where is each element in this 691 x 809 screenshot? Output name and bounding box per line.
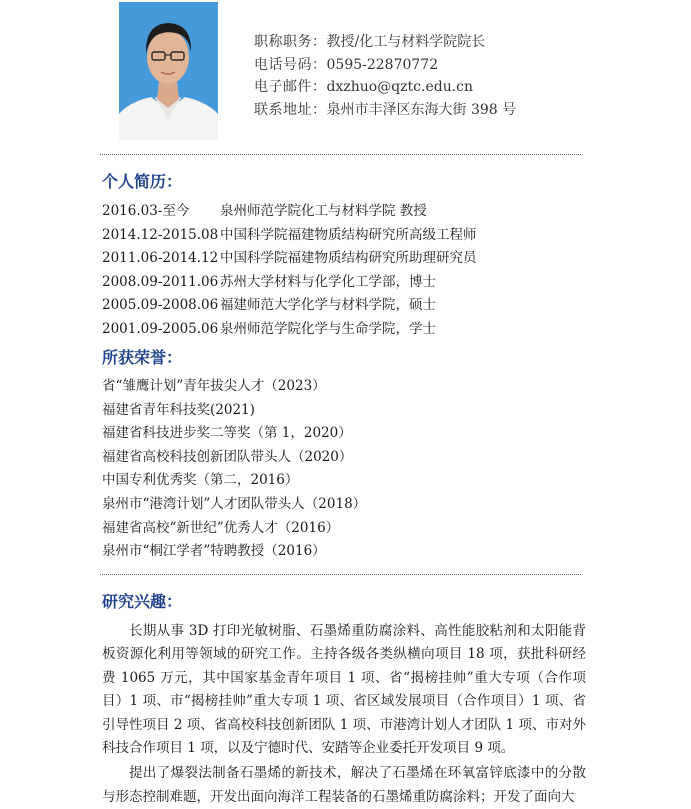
resume-item [102, 271, 477, 295]
resume-desc: 中国科学院福建物质结构研究所助理研究员 [220, 250, 477, 267]
resume-list [102, 200, 477, 342]
contact-email-row [254, 76, 516, 99]
title-label: 职称职务： [254, 34, 327, 50]
resume-date: 2005.09-2008.06 [102, 297, 219, 314]
honor-item: 福建省高校“新世纪”优秀人才（2016） [102, 519, 340, 536]
resume-item [102, 294, 477, 318]
portrait-illustration [119, 2, 218, 140]
resume-desc: 中国科学院福建物质结构研究所高级工程师 [220, 226, 477, 243]
honors-heading: 所获荣誉： [102, 348, 183, 367]
profile-photo [119, 2, 218, 140]
resume-date: 2014.12-2015.08 [102, 226, 219, 243]
title-value: 教授/化工与材料学院院长 [326, 34, 486, 50]
resume-date: 2016.03-至今 [102, 203, 190, 219]
resume-item [102, 200, 477, 224]
honors-list [102, 375, 366, 564]
research-paragraph: 提出了爆裂法制备石墨烯的新技术，解决了石墨烯在环氧富锌底漆中的分散与形态控制难题，开发出面向海洋工程装备的石墨烯重防腐涂料；开发了面向大 [102, 765, 586, 805]
resume-desc: 泉州师范学院化工与材料学院 教授 [220, 203, 427, 219]
resume-date: 2001.09-2005.06 [102, 320, 219, 337]
honor-item: 福建省科技进步奖二等奖（第 1，2020） [102, 425, 352, 442]
email-label: 电子邮件： [254, 79, 327, 95]
research-body [102, 620, 586, 809]
section-divider [100, 154, 581, 155]
honor-item: 泉州市“桐江学者”特聘教授（2016） [102, 543, 326, 560]
resume-desc: 福建师范大学化学与材料学院，硕士 [220, 297, 436, 314]
phone-label: 电话号码： [254, 56, 327, 73]
address-value: 泉州市丰泽区东海大街 398 号 [326, 101, 517, 118]
honor-item: 泉州市“港湾计划”人才团队带头人（2018） [102, 495, 367, 512]
section-divider [100, 574, 581, 575]
resume-date: 2008.09-2011.06 [102, 273, 219, 290]
resume-item [102, 224, 477, 248]
resume-desc: 泉州师范学院化学与生命学院，学士 [220, 320, 436, 337]
phone-value: 0595-22870772 [326, 56, 439, 73]
honor-item: 省“雏鹰计划”青年拔尖人才（2023） [102, 378, 326, 394]
email-value[interactable]: dxzhuo@qztc.edu.cn [326, 79, 474, 95]
research-heading: 研究兴趣： [102, 592, 183, 611]
honor-item: 福建省高校科技创新团队带头人（2020） [102, 448, 353, 465]
contact-title-row [254, 31, 516, 54]
resume-desc: 苏州大学材料与化学化工学部，博士 [220, 273, 436, 290]
contact-info [254, 31, 516, 121]
resume-heading: 个人简历： [102, 172, 183, 191]
contact-phone-row [254, 54, 516, 77]
honor-item: 福建省青年科技奖(2021) [102, 401, 255, 418]
contact-address-row [254, 99, 516, 122]
resume-date: 2011.06-2014.12 [102, 250, 219, 267]
honor-item: 中国专利优秀奖（第二，2016） [102, 472, 299, 489]
address-label: 联系地址： [254, 101, 327, 118]
research-paragraph: 长期从事 3D 打印光敏树脂、石墨烯重防腐涂料、高性能胶粘剂和太阳能背板资源化利用等领域的研究工作。主持各级各类纵横向项目 18 项，获批科研经费 1065 万元，其中国家基金青年项目 1 项、省“揭榜挂帅”重大专项（合作项目）1 项、市“揭榜挂帅”重大专项 1 项、省区域发展项目（合作项目）1 项、省引导性项目 2 项、省高校科技创新团队 1 项、市港湾计划人才团队 1 项、市对外科技合作项目 1 项，以及宁德时代、安踏等企业委托开发项目 9 项。 [102, 623, 586, 757]
resume-item [102, 247, 477, 271]
resume-item [102, 318, 477, 342]
